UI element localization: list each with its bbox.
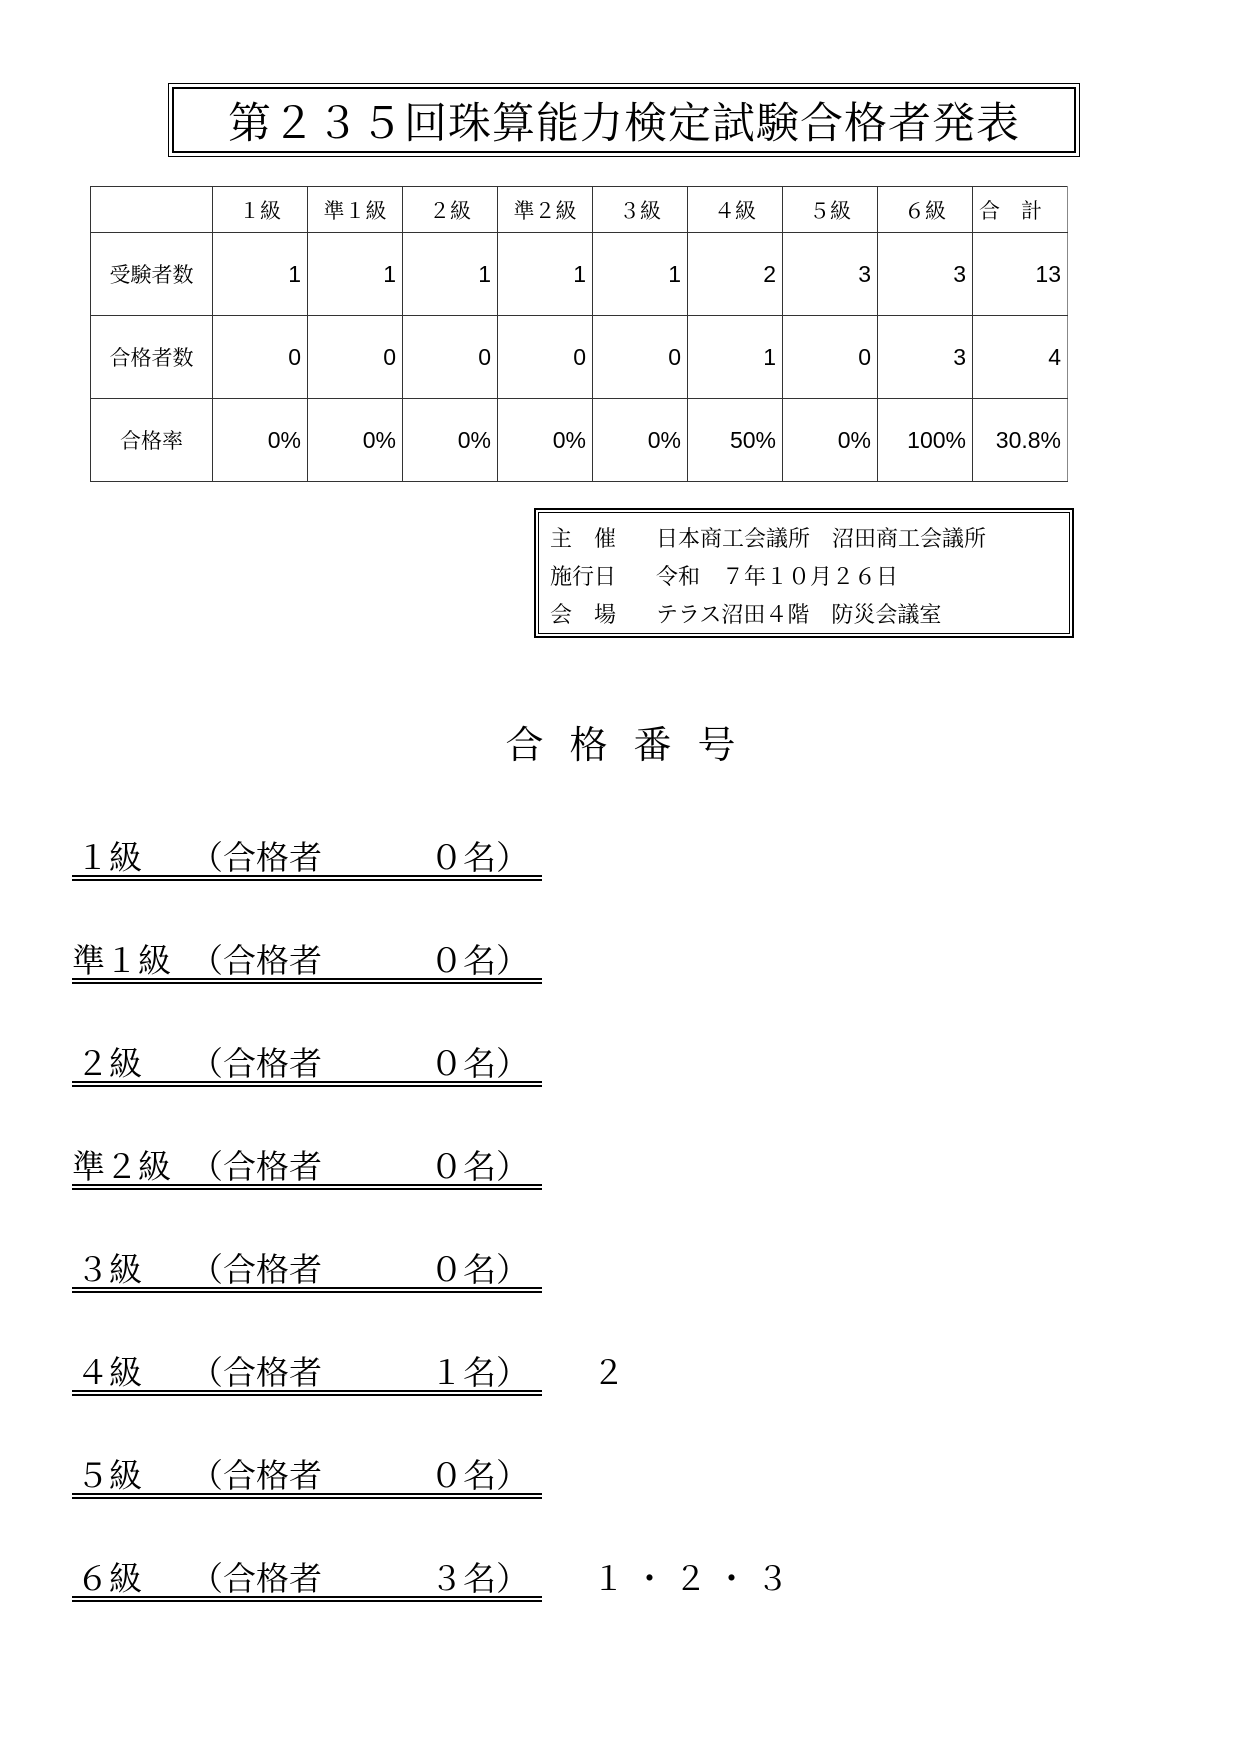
- table-cell: 1: [593, 233, 688, 316]
- table-row-pass-rate: [91, 399, 1068, 482]
- venue-row: [550, 598, 941, 629]
- table-cell: 0%: [213, 399, 308, 482]
- row-label: 合格者数: [91, 316, 213, 399]
- passer-count: ０名）: [430, 838, 529, 877]
- table-row-passers: [91, 316, 1068, 399]
- grade-name: ３級: [76, 1250, 142, 1289]
- passing-numbers: ２: [592, 1353, 633, 1392]
- passer-count: ０名）: [430, 1147, 529, 1186]
- grade-heading: [72, 1553, 542, 1598]
- table-cell: 100%: [878, 399, 973, 482]
- passer-count: ０名）: [430, 941, 529, 980]
- date-label: 施行日: [550, 565, 617, 590]
- table-cell: 1: [213, 233, 308, 316]
- grade-name: ２級: [76, 1044, 142, 1083]
- grade-entry: [72, 1244, 542, 1290]
- column-header: ５級: [783, 187, 878, 233]
- date-row: [550, 560, 898, 591]
- table-cell: 0: [213, 316, 308, 399]
- grade-heading: [72, 1244, 542, 1289]
- passer-count: ３名）: [430, 1559, 529, 1598]
- column-header: ４級: [688, 187, 783, 233]
- passer-label: （合格者: [190, 941, 322, 980]
- table-cell: 3: [878, 233, 973, 316]
- table-cell: 0%: [783, 399, 878, 482]
- grade-heading: [72, 1141, 542, 1186]
- venue-label: 会 場: [550, 603, 617, 628]
- table-row-examinees: [91, 233, 1068, 316]
- passer-label: （合格者: [190, 1559, 322, 1598]
- table-cell: 3: [878, 316, 973, 399]
- grade-heading: [72, 935, 542, 980]
- table-cell: 0: [783, 316, 878, 399]
- column-header: ２級: [403, 187, 498, 233]
- table-cell: 1: [498, 233, 593, 316]
- table-cell: 50%: [688, 399, 783, 482]
- table-cell: 3: [783, 233, 878, 316]
- table-cell: 0%: [498, 399, 593, 482]
- column-header: 準２級: [498, 187, 593, 233]
- section-title: 合格番号: [505, 723, 762, 767]
- passer-label: （合格者: [190, 1250, 322, 1289]
- passer-label: （合格者: [190, 1044, 322, 1083]
- exam-info-box: [534, 508, 1074, 638]
- date-value: 令和 ７年１０月２６日: [656, 565, 899, 590]
- table-cell: 1: [688, 316, 783, 399]
- grade-entry: [72, 1141, 542, 1187]
- grade-entry: [72, 1450, 542, 1496]
- table-cell: 2: [688, 233, 783, 316]
- table-corner-cell: [91, 187, 213, 233]
- passing-numbers: １・２・３: [592, 1559, 797, 1598]
- results-table: [90, 186, 1068, 482]
- grade-entry: [72, 832, 542, 878]
- grade-name: ５級: [76, 1456, 142, 1495]
- passer-count: ０名）: [430, 1044, 529, 1083]
- grade-entry: [72, 1347, 633, 1393]
- grade-entry: [72, 1553, 797, 1599]
- passer-count: ０名）: [430, 1456, 529, 1495]
- table-cell: 4: [973, 316, 1068, 399]
- table-cell: 0%: [403, 399, 498, 482]
- organizer-label: 主 催: [550, 527, 617, 552]
- grade-heading: [72, 1038, 542, 1083]
- row-label: 受験者数: [91, 233, 213, 316]
- table-cell: 0%: [308, 399, 403, 482]
- column-header: 準１級: [308, 187, 403, 233]
- passer-label: （合格者: [190, 838, 322, 877]
- table-cell: 30.8%: [973, 399, 1068, 482]
- grade-heading: [72, 832, 542, 877]
- passer-label: （合格者: [190, 1353, 322, 1392]
- venue-value: テラス沼田４階 防災会議室: [656, 603, 942, 628]
- table-cell: 13: [973, 233, 1068, 316]
- column-header: ６級: [878, 187, 973, 233]
- grade-name: ４級: [76, 1353, 142, 1392]
- grade-name: 準１級: [72, 941, 171, 980]
- table-cell: 1: [403, 233, 498, 316]
- column-header: ３級: [593, 187, 688, 233]
- table-cell: 0: [308, 316, 403, 399]
- table-cell: 0%: [593, 399, 688, 482]
- table-header-row: [91, 187, 1068, 233]
- column-header: 合 計: [973, 187, 1068, 233]
- page-title: 第２３５回珠算能力検定試験合格者発表: [172, 87, 1076, 153]
- grade-entry: [72, 935, 542, 981]
- passer-count: ０名）: [430, 1250, 529, 1289]
- table-cell: 1: [308, 233, 403, 316]
- grade-entry: [72, 1038, 542, 1084]
- table-cell: 0: [498, 316, 593, 399]
- row-label: 合格率: [91, 399, 213, 482]
- grade-heading: [72, 1450, 542, 1495]
- passer-count: １名）: [430, 1353, 529, 1392]
- grade-heading: [72, 1347, 542, 1392]
- grade-name: ６級: [76, 1559, 142, 1598]
- grade-name: 準２級: [72, 1147, 171, 1186]
- table-cell: 0: [593, 316, 688, 399]
- passer-label: （合格者: [190, 1456, 322, 1495]
- passer-label: （合格者: [190, 1147, 322, 1186]
- grade-name: １級: [76, 838, 142, 877]
- column-header: １級: [213, 187, 308, 233]
- organizer-row: [550, 522, 986, 553]
- table-cell: 0: [403, 316, 498, 399]
- organizer-value: 日本商工会議所 沼田商工会議所: [656, 527, 987, 552]
